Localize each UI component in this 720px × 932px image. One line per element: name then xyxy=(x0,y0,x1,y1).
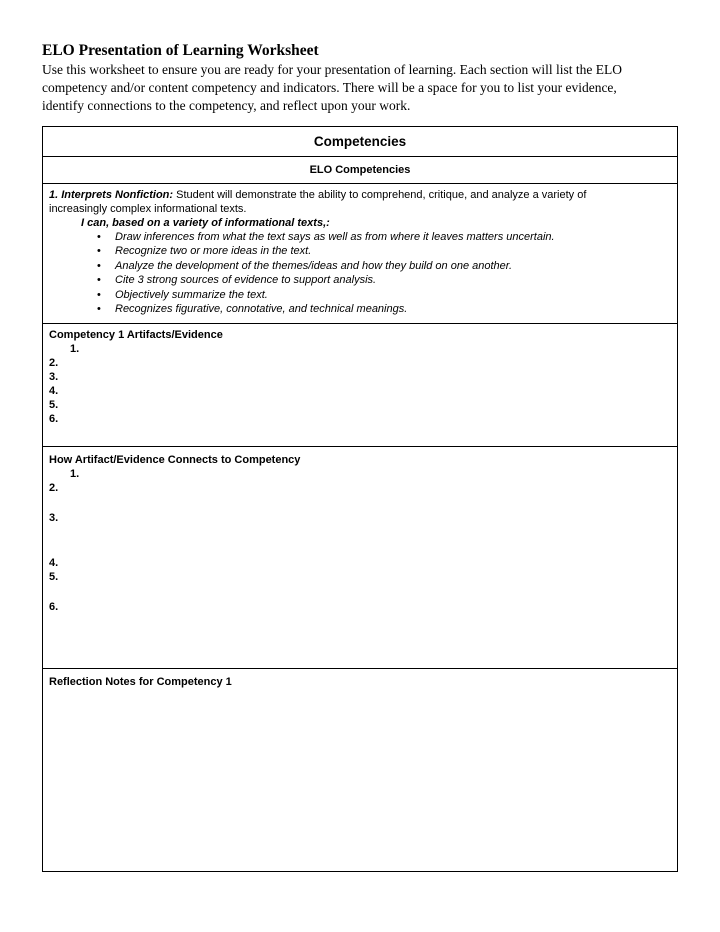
list-item xyxy=(97,273,555,287)
connection-number: 5. xyxy=(49,571,59,583)
indicator-text: Objectively summarize the text. xyxy=(115,288,268,301)
reflection-cell[interactable] xyxy=(43,669,677,871)
indicator-text: Cite 3 strong sources of evidence to support analysis. xyxy=(115,274,377,287)
connections-cell[interactable] xyxy=(43,447,677,669)
evidence-number: 6. xyxy=(49,413,59,425)
indicator-text: Analyze the development of the themes/ideas and how they build on one another. xyxy=(115,259,513,272)
evidence-number: 1. xyxy=(70,343,80,355)
connection-number: 4. xyxy=(49,557,59,569)
bullet-icon: • xyxy=(97,231,101,243)
indicator-text: Recognizes figurative, connotative, and technical meanings. xyxy=(115,303,408,316)
evidence-heading: Competency 1 Artifacts/Evidence xyxy=(49,329,223,341)
connections-heading: How Artifact/Evidence Connects to Competency xyxy=(49,454,301,466)
indicator-text: Draw inferences from what the text says as well as from where it leaves matters uncertain. xyxy=(115,231,555,243)
competency-description-cell xyxy=(43,184,677,324)
indicator-list xyxy=(97,230,555,316)
intro-line: Use this worksheet to ensure you are ready for your presentation of learning. Each section will list the ELO xyxy=(42,62,622,77)
evidence-number: 5. xyxy=(49,399,59,411)
connection-number: 1. xyxy=(70,468,80,480)
evidence-number: 2. xyxy=(49,357,59,369)
competency-line-1 xyxy=(49,188,586,202)
list-item xyxy=(97,302,555,316)
bullet-icon: • xyxy=(97,288,101,301)
bullet-icon: • xyxy=(97,274,101,287)
table-header: Competencies xyxy=(43,127,677,157)
connection-number: 3. xyxy=(49,512,59,524)
evidence-number: 4. xyxy=(49,385,59,397)
bullet-icon: • xyxy=(97,303,101,316)
bullet-icon: • xyxy=(97,259,101,272)
table-subheader: ELO Competencies xyxy=(43,157,677,184)
evidence-number: 3. xyxy=(49,371,59,383)
indicator-text: Recognize two or more ideas in the text. xyxy=(115,245,312,258)
list-item xyxy=(97,259,555,273)
connection-number: 6. xyxy=(49,601,59,613)
intro-line: identify connections to the competency, and reflect upon your work. xyxy=(42,98,411,113)
competency-description: Student will demonstrate the ability to comprehend, critique, and analyze a variety of xyxy=(173,189,587,201)
intro-line: competency and/or content competency and indicators. There will be a space for you to list your evidence, xyxy=(42,80,617,95)
bullet-icon: • xyxy=(97,245,101,258)
intro-paragraph xyxy=(42,61,682,115)
list-item xyxy=(97,230,555,244)
page-title: ELO Presentation of Learning Worksheet xyxy=(42,42,319,59)
competencies-table xyxy=(42,126,678,872)
competency-name: 1. Interprets Nonfiction: xyxy=(49,189,174,201)
evidence-cell[interactable] xyxy=(43,324,677,447)
reflection-heading: Reflection Notes for Competency 1 xyxy=(49,676,232,688)
connection-number: 2. xyxy=(49,482,59,494)
competency-description-cont: increasingly complex informational texts. xyxy=(49,203,247,215)
list-item xyxy=(97,244,555,258)
i-can-statement: I can, based on a variety of informational texts,: xyxy=(81,217,330,229)
list-item xyxy=(97,288,555,302)
